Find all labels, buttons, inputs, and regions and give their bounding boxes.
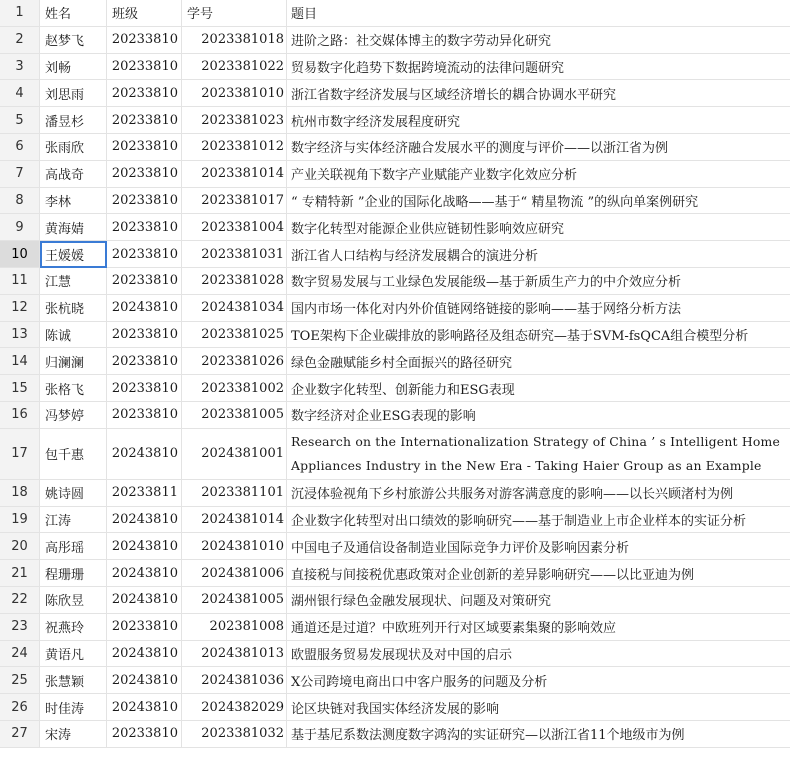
cell-student-id[interactable]: 2024381005 — [182, 587, 287, 613]
row-number[interactable]: 16 — [0, 402, 40, 428]
cell-title[interactable]: 欧盟服务贸易发展现状及对中国的启示 — [291, 647, 513, 663]
cell-class[interactable]: 20233810 — [107, 348, 182, 374]
cell-student-id[interactable]: 2023381023 — [182, 107, 287, 133]
cell-name[interactable]: 刘畅 — [40, 54, 107, 80]
cell-name[interactable]: 冯梦婷 — [40, 402, 107, 428]
row-number[interactable]: 19 — [0, 507, 40, 533]
cell-name[interactable]: 张杭晓 — [40, 295, 107, 321]
row-number[interactable]: 18 — [0, 480, 40, 506]
cell-title[interactable]: 数字经济与实体经济融合发展水平的测度与评价——以浙江省为例 — [291, 141, 669, 157]
cell-class[interactable]: 20233810 — [107, 27, 182, 53]
table-row — [0, 241, 790, 268]
cell-student-id[interactable]: 2023381010 — [182, 80, 287, 106]
cell-class[interactable]: 20243810 — [107, 641, 182, 667]
cell-name[interactable]: 高彤瑶 — [40, 533, 107, 559]
cell-student-id[interactable]: 2024381001 — [182, 429, 287, 479]
cell-name[interactable]: 黄海婧 — [40, 214, 107, 240]
cell-title[interactable]: 湖州银行绿色金融发展现状、问题及对策研究 — [291, 594, 552, 610]
header-name[interactable]: 姓名 — [40, 0, 107, 26]
cell-title[interactable]: 中国电子及通信设备制造业国际竞争力评价及影响因素分析 — [291, 540, 630, 556]
row-number[interactable]: 21 — [0, 560, 40, 586]
cell-class[interactable]: 20233810 — [107, 214, 182, 240]
row-number[interactable]: 14 — [0, 348, 40, 374]
row-number[interactable]: 1 — [0, 0, 40, 26]
cell-student-id[interactable]: 2023381101 — [182, 480, 287, 506]
row-number[interactable]: 27 — [0, 721, 40, 747]
cell-name[interactable]: 包千惠 — [40, 429, 107, 479]
table-row — [0, 533, 790, 560]
row-number[interactable]: 9 — [0, 214, 40, 240]
cell-student-id[interactable]: 2023381017 — [182, 188, 287, 214]
row-number[interactable]: 17 — [0, 429, 40, 479]
row-number[interactable]: 25 — [0, 667, 40, 693]
row-number[interactable]: 5 — [0, 107, 40, 133]
cell-class[interactable]: 20233810 — [107, 54, 182, 80]
cell-title[interactable]: 企业数字化转型对出口绩效的影响研究——基于制造业上市企业样本的实证分析 — [291, 513, 747, 529]
cell-class[interactable]: 20243810 — [107, 667, 182, 693]
cell-name[interactable]: 归澜澜 — [40, 348, 107, 374]
cell-class[interactable]: 20243810 — [107, 694, 182, 720]
table-row — [0, 27, 790, 54]
cell-title[interactable]: TOE架构下企业碳排放的影响路径及组态研究—基于SVM-fsQCA组合模型分析 — [291, 328, 749, 344]
table-row — [0, 667, 790, 694]
table-row — [0, 480, 790, 507]
cell-title[interactable]: 数字化转型对能源企业供应链韧性影响效应研究 — [291, 221, 565, 237]
cell-name[interactable]: 时佳涛 — [40, 694, 107, 720]
cell-student-id[interactable]: 2023381025 — [182, 322, 287, 348]
cell-class[interactable]: 20243810 — [107, 587, 182, 613]
cell-title[interactable]: 数字贸易发展与工业绿色发展能级—基于新质生产力的中介效应分析 — [291, 275, 682, 291]
cell-class[interactable]: 20243810 — [107, 560, 182, 586]
cell-title[interactable]: 直接税与间接税优惠政策对企业创新的差异影响研究——以比亚迪为例 — [291, 567, 695, 583]
table-row — [0, 161, 790, 188]
row-number[interactable]: 8 — [0, 188, 40, 214]
cell-title[interactable]: 贸易数字化趋势下数据跨境流动的法律问题研究 — [291, 60, 565, 76]
cell-name[interactable]: 刘思雨 — [40, 80, 107, 106]
header-student-id[interactable]: 学号 — [182, 0, 287, 26]
row-number[interactable]: 4 — [0, 80, 40, 106]
table-row — [0, 375, 790, 402]
cell-title[interactable]: X公司跨境电商出口中客户服务的问题及分析 — [291, 674, 548, 690]
cell-class[interactable]: 20243810 — [107, 533, 182, 559]
cell-name[interactable]: 王媛媛 — [40, 241, 107, 267]
cell-class[interactable]: 20233810 — [107, 161, 182, 187]
cell-class[interactable]: 20243810 — [107, 507, 182, 533]
cell-class[interactable]: 20233810 — [107, 614, 182, 640]
cell-name[interactable]: 赵梦飞 — [40, 27, 107, 53]
cell-name[interactable]: 程珊珊 — [40, 560, 107, 586]
row-number[interactable]: 13 — [0, 322, 40, 348]
row-number[interactable]: 12 — [0, 295, 40, 321]
cell-class[interactable]: 20233810 — [107, 107, 182, 133]
row-number[interactable]: 23 — [0, 614, 40, 640]
cell-class[interactable]: 20233810 — [107, 80, 182, 106]
cell-student-id[interactable]: 2023381012 — [182, 134, 287, 160]
cell-class[interactable]: 20233810 — [107, 322, 182, 348]
cell-class[interactable]: 20233811 — [107, 480, 182, 506]
cell-title[interactable]: 企业数字化转型、创新能力和ESG表现 — [291, 382, 515, 398]
row-number[interactable]: 26 — [0, 694, 40, 720]
row-number[interactable]: 7 — [0, 161, 40, 187]
cell-name[interactable]: 黄语凡 — [40, 641, 107, 667]
row-number[interactable]: 22 — [0, 587, 40, 613]
cell-student-id[interactable]: 2023381022 — [182, 54, 287, 80]
cell-name[interactable]: 李林 — [40, 188, 107, 214]
cell-student-id[interactable]: 202381008 — [182, 614, 287, 640]
cell-title[interactable]: 进阶之路：社交媒体博主的数字劳动异化研究 — [291, 34, 552, 50]
row-number[interactable]: 2 — [0, 27, 40, 53]
cell-title[interactable]: 产业关联视角下数字产业赋能产业数字化效应分析 — [291, 168, 578, 184]
table-row — [0, 107, 790, 134]
cell-name[interactable]: 江涛 — [40, 507, 107, 533]
cell-name[interactable]: 姚诗圆 — [40, 480, 107, 506]
table-row — [0, 134, 790, 161]
cell-title[interactable]: 论区块链对我国实体经济发展的影响 — [291, 701, 500, 717]
cell-class[interactable]: 20233810 — [107, 721, 182, 747]
cell-title[interactable]: 绿色金融赋能乡村全面振兴的路径研究 — [291, 355, 513, 371]
header-class[interactable]: 班级 — [107, 0, 182, 26]
cell-title[interactable]: 杭州市数字经济发展程度研究 — [291, 114, 461, 130]
cell-student-id[interactable]: 2023381031 — [182, 241, 287, 267]
cell-class[interactable]: 20233810 — [107, 188, 182, 214]
row-number[interactable]: 20 — [0, 533, 40, 559]
cell-student-id[interactable]: 2024382029 — [182, 694, 287, 720]
table-row — [0, 694, 790, 721]
table-row — [0, 54, 790, 81]
cell-class[interactable]: 20233810 — [107, 402, 182, 428]
table-row — [0, 721, 790, 748]
table-row — [0, 402, 790, 429]
table-row — [0, 560, 790, 587]
cell-title[interactable]: 浙江省人口结构与经济发展耦合的演进分析 — [291, 248, 539, 264]
row-number[interactable]: 10 — [0, 241, 40, 267]
row-number[interactable]: 6 — [0, 134, 40, 160]
cell-student-id[interactable]: 2023381002 — [182, 375, 287, 401]
table-row — [0, 641, 790, 668]
table-row — [0, 348, 790, 375]
cell-student-id[interactable]: 2024381013 — [182, 641, 287, 667]
cell-class[interactable]: 20233810 — [107, 134, 182, 160]
header-title[interactable]: 题目 — [291, 7, 318, 23]
table-row — [0, 507, 790, 534]
table-row — [0, 587, 790, 614]
cell-student-id[interactable]: 2023381028 — [182, 268, 287, 294]
row-number[interactable]: 3 — [0, 54, 40, 80]
table-row — [0, 322, 790, 349]
cell-name[interactable]: 陈诚 — [40, 322, 107, 348]
row-number[interactable]: 15 — [0, 375, 40, 401]
cell-student-id[interactable]: 2023381014 — [182, 161, 287, 187]
cell-student-id[interactable]: 2024381014 — [182, 507, 287, 533]
cell-student-id[interactable]: 2024381036 — [182, 667, 287, 693]
cell-title[interactable]: 沉浸体验视角下乡村旅游公共服务对游客满意度的影响——以长兴顾渚村为例 — [291, 487, 734, 503]
cell-class[interactable]: 20243810 — [107, 295, 182, 321]
cell-name[interactable]: 张慧颖 — [40, 667, 107, 693]
cell-name[interactable]: 张格飞 — [40, 375, 107, 401]
table-row — [0, 214, 790, 241]
cell-title[interactable]: 浙江省数字经济发展与区域经济增长的耦合协调水平研究 — [291, 87, 617, 103]
cell-student-id[interactable]: 2023381026 — [182, 348, 287, 374]
table-body — [0, 27, 790, 748]
table-row — [0, 80, 790, 107]
cell-name[interactable]: 江慧 — [40, 268, 107, 294]
cell-student-id[interactable]: 2023381032 — [182, 721, 287, 747]
table-row — [0, 429, 790, 480]
cell-title[interactable]: Research on the Internationalization Strategy of China ’ s Intelligent Home Appliances Industry in the New Era - Taking Haier Group as an Example — [291, 434, 780, 474]
cell-title[interactable]: “ 专精特新 ”企业的国际化战略——基于“ 精星物流 ”的纵向单案例研究 — [291, 194, 699, 210]
header-row — [0, 0, 790, 27]
cell-title[interactable]: 国内市场一体化对内外价值链网络链接的影响——基于网络分析方法 — [291, 302, 682, 318]
table-row — [0, 295, 790, 322]
cell-name[interactable]: 高战奇 — [40, 161, 107, 187]
cell-title[interactable]: 通道还是过道？中欧班列开行对区域要素集聚的影响效应 — [291, 621, 617, 637]
cell-name[interactable]: 陈欣昱 — [40, 587, 107, 613]
cell-student-id[interactable]: 2023381005 — [182, 402, 287, 428]
cell-student-id[interactable]: 2024381034 — [182, 295, 287, 321]
cell-class[interactable]: 20243810 — [107, 429, 182, 479]
cell-class[interactable]: 20233810 — [107, 268, 182, 294]
table-row — [0, 614, 790, 641]
cell-student-id[interactable]: 2023381018 — [182, 27, 287, 53]
cell-name[interactable]: 祝燕玲 — [40, 614, 107, 640]
cell-title[interactable]: 数字经济对企业ESG表现的影响 — [291, 409, 476, 425]
cell-name[interactable]: 潘昱杉 — [40, 107, 107, 133]
table-row — [0, 188, 790, 215]
cell-student-id[interactable]: 2023381004 — [182, 214, 287, 240]
cell-name[interactable]: 张雨欣 — [40, 134, 107, 160]
row-number[interactable]: 24 — [0, 641, 40, 667]
cell-name[interactable]: 宋涛 — [40, 721, 107, 747]
cell-student-id[interactable]: 2024381010 — [182, 533, 287, 559]
cell-student-id[interactable]: 2024381006 — [182, 560, 287, 586]
cell-class[interactable]: 20233810 — [107, 375, 182, 401]
row-number[interactable]: 11 — [0, 268, 40, 294]
cell-class[interactable]: 20233810 — [107, 241, 182, 267]
table-row — [0, 268, 790, 295]
cell-title[interactable]: 基于基尼系数法测度数字鸿沟的实证研究—以浙江省11个地级市为例 — [291, 728, 685, 744]
